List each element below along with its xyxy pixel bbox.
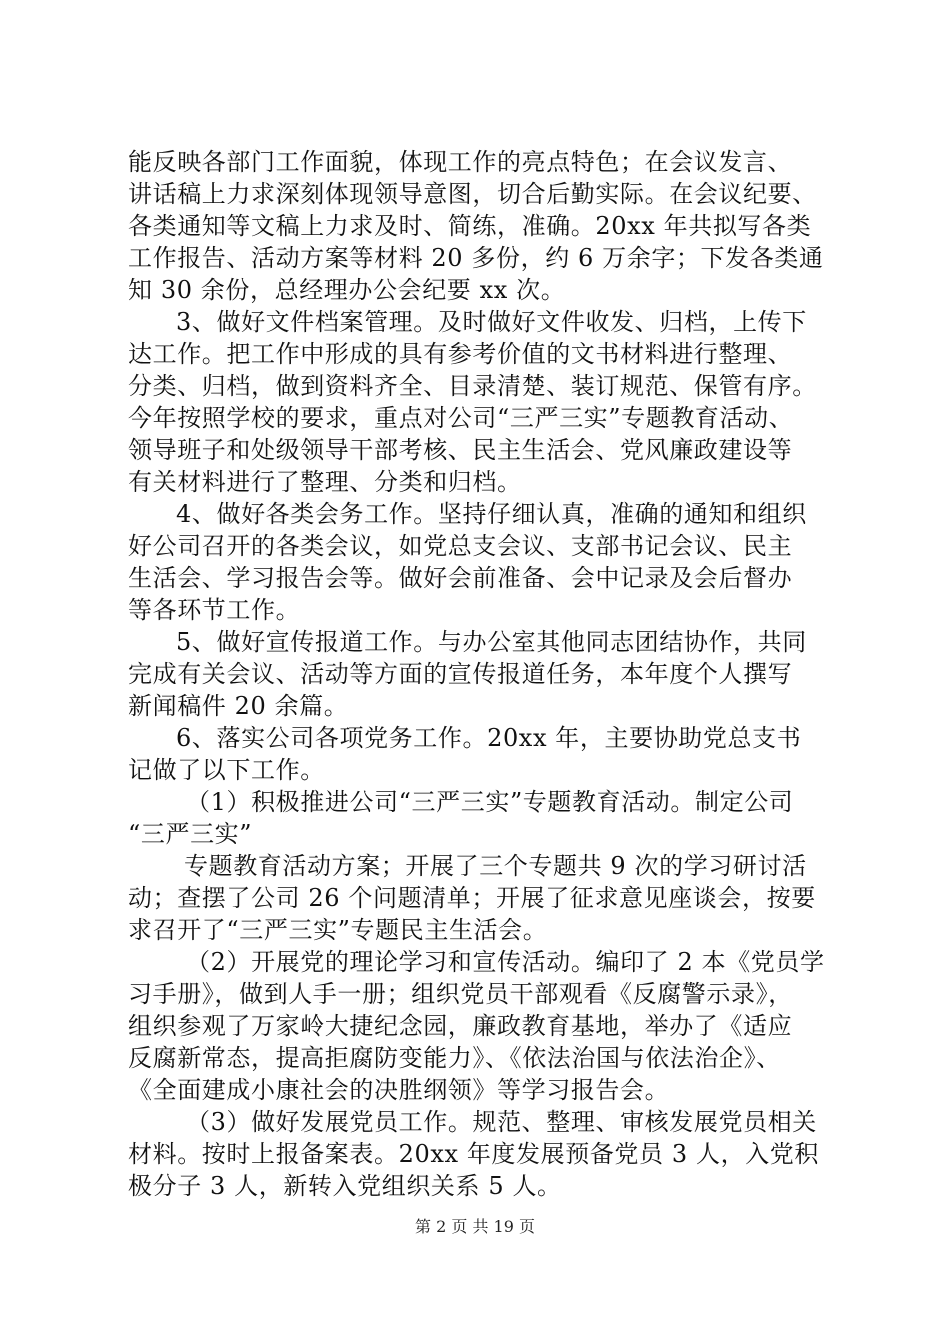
page-number-footer: 第 2 页 共 19 页 — [415, 1217, 535, 1236]
subitem-heading-3: （3）做好发展党员工作。规范、整理、审核发展党员相关 — [186, 1108, 817, 1136]
body-line: 各类通知等文稿上力求及时、简练，准确。20xx 年共拟写各类 — [128, 212, 812, 240]
section-heading-5: 5、做好宣传报道工作。与办公室其他同志团结协作，共同 — [176, 628, 807, 656]
body-line: 领导班子和处级领导干部考核、民主生活会、党风廉政建设等 — [128, 436, 793, 464]
body-line: 材料。按时上报备案表。20xx 年度发展预备党员 3 人，入党积 — [128, 1140, 819, 1168]
body-line: 完成有关会议、活动等方面的宣传报道任务，本年度个人撰写 — [128, 660, 793, 688]
body-line: 习手册》，做到人手一册；组织党员干部观看《反腐警示录》， — [128, 980, 793, 1008]
body-line: 今年按照学校的要求，重点对公司“三严三实”专题教育活动、 — [128, 404, 794, 432]
body-line: 有关材料进行了整理、分类和归档。 — [128, 468, 522, 496]
section-heading-3: 3、做好文件档案管理。及时做好文件收发、归档，上传下 — [176, 308, 807, 336]
body-line: 组织参观了万家岭大捷纪念园，廉政教育基地，举办了《适应 — [128, 1012, 793, 1040]
subitem-heading-1: （1）积极推进公司“三严三实”专题教育活动。制定公司 — [186, 788, 794, 816]
body-line: 能反映各部门工作面貌，体现工作的亮点特色；在会议发言、 — [128, 148, 793, 176]
body-line: 工作报告、活动方案等材料 20 多份，约 6 万余字；下发各类通 — [128, 244, 824, 272]
body-line: 生活会、学习报告会等。做好会前准备、会中记录及会后督办 — [128, 564, 793, 592]
body-line: 好公司召开的各类会议，如党总支会议、支部书记会议、民主 — [128, 532, 793, 560]
body-line: 新闻稿件 20 余篇。 — [128, 692, 349, 720]
body-line: 知 30 余份，总经理办公会纪要 xx 次。 — [128, 276, 566, 304]
body-line: 求召开了“三严三实”专题民主生活会。 — [128, 916, 548, 944]
body-line: 分类、归档，做到资料齐全、目录清楚、装订规范、保管有序。 — [128, 372, 817, 400]
body-line: 专题教育活动方案；开展了三个专题共 9 次的学习研讨活 — [184, 852, 807, 880]
body-line: 极分子 3 人，新转入党组织关系 5 人。 — [128, 1172, 562, 1200]
body-line: 反腐新常态，提高拒腐防变能力》、《依法治国与依法治企》、 — [128, 1044, 781, 1072]
body-line: 记做了以下工作。 — [128, 756, 325, 784]
body-line: 动；查摆了公司 26 个问题清单；开展了征求意见座谈会，按要 — [128, 884, 816, 912]
body-line: 等各环节工作。 — [128, 596, 301, 624]
body-line: 《全面建成小康社会的决胜纲领》等学习报告会。 — [128, 1076, 670, 1104]
body-line: 达工作。把工作中形成的具有参考价值的文书材料进行整理、 — [128, 340, 793, 368]
body-line: 讲话稿上力求深刻体现领导意图，切合后勤实际。在会议纪要、 — [128, 180, 817, 208]
document-body — [128, 146, 828, 1202]
body-line: “三严三实” — [128, 820, 253, 848]
subitem-heading-2: （2）开展党的理论学习和宣传活动。编印了 2 本《党员学 — [186, 948, 825, 976]
section-heading-6: 6、落实公司各项党务工作。20xx 年，主要协助党总支书 — [176, 724, 802, 752]
section-heading-4: 4、做好各类会务工作。坚持仔细认真，准确的通知和组织 — [176, 500, 807, 528]
